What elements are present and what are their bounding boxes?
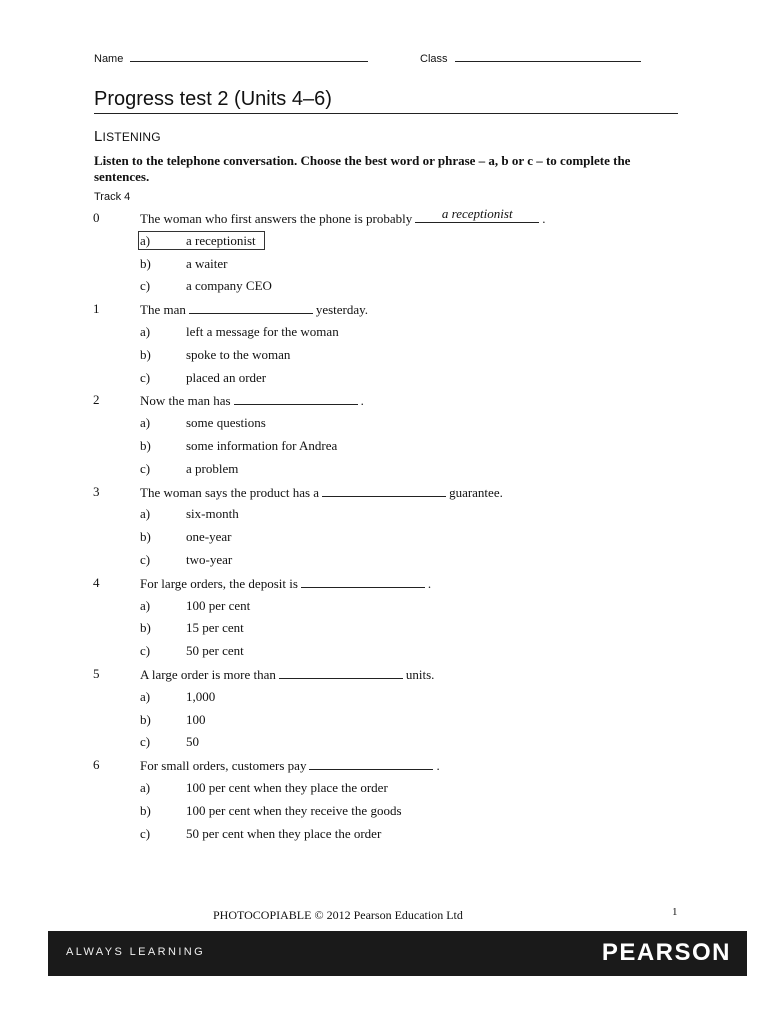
- question-stem: [140, 301, 368, 318]
- answer-blank[interactable]: [234, 392, 358, 405]
- option-row[interactable]: [0, 346, 770, 369]
- question-list: [0, 206, 770, 847]
- question-row: [0, 391, 770, 414]
- option-row[interactable]: [0, 414, 770, 437]
- option-letter: a): [140, 323, 151, 339]
- option-row[interactable]: [0, 437, 770, 460]
- question-number: 3: [93, 483, 100, 499]
- option-row[interactable]: [0, 733, 770, 756]
- question-text-after: yesterday.: [315, 302, 369, 318]
- option-row[interactable]: [0, 255, 770, 278]
- option-row[interactable]: [0, 711, 770, 734]
- copyright-notice: PHOTOCOPIABLE © 2012 Pearson Education Ltd: [213, 908, 463, 922]
- option-letter: c): [140, 825, 151, 841]
- option-text: 50 per cent: [186, 643, 244, 659]
- option-text: some information for Andrea: [186, 437, 338, 453]
- page-number: 1: [672, 906, 678, 918]
- option-letter: c): [140, 278, 151, 294]
- option-text: one-year: [186, 529, 232, 545]
- option-text: left a message for the woman: [186, 323, 339, 339]
- class-input-line[interactable]: [455, 50, 641, 62]
- question-text-after: .: [427, 575, 432, 591]
- option-text: 50: [186, 734, 199, 750]
- answer-blank[interactable]: [279, 666, 403, 679]
- question-stem: [140, 206, 546, 227]
- option-text: 100 per cent: [186, 597, 251, 613]
- question-number: 2: [93, 392, 100, 408]
- option-text: 100 per cent when they receive the goods: [186, 802, 402, 818]
- question-stem: [140, 575, 431, 592]
- question-number: 1: [93, 301, 100, 317]
- option-row[interactable]: [0, 688, 770, 711]
- question-row: [0, 665, 770, 688]
- answer-blank[interactable]: [189, 301, 313, 314]
- option-row[interactable]: [0, 369, 770, 392]
- name-field[interactable]: [94, 50, 368, 65]
- option-letter: a): [140, 506, 151, 522]
- question-text-after: .: [360, 393, 364, 409]
- question-row: [0, 483, 770, 506]
- option-row[interactable]: [0, 505, 770, 528]
- question-row: [0, 574, 770, 597]
- option-letter: c): [140, 643, 151, 659]
- option-text: six-month: [186, 506, 239, 522]
- question-text: For large orders, the deposit is: [140, 575, 298, 591]
- option-letter: a): [140, 779, 151, 795]
- option-row[interactable]: [0, 825, 770, 848]
- option-row[interactable]: [0, 642, 770, 665]
- question-row: [0, 300, 770, 323]
- option-letter: b): [140, 255, 151, 271]
- section-heading: [94, 128, 161, 145]
- question-stem: [140, 757, 440, 774]
- answer-blank[interactable]: [322, 484, 446, 497]
- question-stem: [140, 392, 364, 409]
- option-letter: c): [140, 551, 151, 567]
- option-text: 100 per cent when they place the order: [186, 779, 388, 795]
- question-text-after: .: [542, 211, 546, 226]
- option-text: a waiter: [186, 255, 228, 271]
- question-stem: [140, 484, 503, 501]
- option-letter: b): [140, 437, 151, 453]
- question-stem: [140, 666, 434, 683]
- option-letter: b): [140, 620, 151, 636]
- option-text: some questions: [186, 415, 266, 431]
- question-text: The man: [140, 302, 186, 318]
- option-letter: b): [140, 346, 151, 362]
- section-heading-initial: L: [94, 128, 103, 145]
- name-input-line[interactable]: [130, 50, 368, 62]
- page-title: Progress test 2 (Units 4–6): [94, 86, 678, 114]
- footer-banner: [48, 931, 747, 976]
- option-text: a problem: [186, 460, 239, 476]
- question-row: [0, 756, 770, 779]
- question-number: 4: [93, 574, 100, 590]
- question-number: 6: [93, 757, 100, 773]
- option-letter: b): [140, 711, 151, 727]
- option-letter: a): [140, 688, 151, 704]
- option-text: a receptionist: [186, 232, 256, 248]
- option-text: 50 per cent when they place the order: [186, 825, 382, 841]
- option-row[interactable]: [0, 619, 770, 642]
- banner-tagline: ALWAYS LEARNING: [66, 946, 206, 958]
- example-answer: a receptionist: [441, 206, 513, 221]
- option-letter: a): [140, 415, 151, 431]
- class-label: Class: [420, 53, 448, 65]
- option-row[interactable]: [0, 802, 770, 825]
- question-number: 0: [93, 210, 100, 225]
- option-text: two-year: [186, 551, 233, 567]
- option-letter: c): [140, 734, 151, 750]
- answer-blank[interactable]: [309, 757, 433, 770]
- question-text-after: guarantee.: [449, 484, 503, 500]
- question-text: The woman who first answers the phone is probably: [140, 211, 413, 226]
- option-letter: b): [140, 529, 151, 545]
- option-row[interactable]: [0, 779, 770, 802]
- option-text: spoke to the woman: [186, 346, 291, 362]
- instructions: Listen to the telephone conversation. Choose the best word or phrase – a, b or c – to complete the sentences.: [94, 153, 631, 184]
- option-text: 1,000: [186, 688, 216, 704]
- option-row[interactable]: [0, 551, 770, 574]
- section-heading-rest: ISTENING: [102, 130, 161, 144]
- answer-blank[interactable]: [415, 206, 539, 223]
- question-text: Now the man has: [140, 393, 231, 409]
- option-row[interactable]: [0, 277, 770, 300]
- answer-blank[interactable]: [301, 575, 425, 588]
- publisher-logo: PEARSON: [601, 939, 731, 966]
- option-text: 100: [186, 711, 206, 727]
- class-field[interactable]: [420, 50, 641, 65]
- option-text: a company CEO: [186, 278, 272, 294]
- option-text: 15 per cent: [186, 620, 244, 636]
- option-letter: a): [140, 232, 151, 248]
- question-text-after: units.: [405, 666, 435, 682]
- option-letter: a): [140, 597, 151, 613]
- option-letter: c): [140, 369, 151, 385]
- option-row[interactable]: [0, 528, 770, 551]
- question-text: The woman says the product has a: [140, 484, 320, 500]
- option-text: placed an order: [186, 369, 267, 385]
- name-label: Name: [94, 53, 124, 65]
- question-text: For small orders, customers pay: [140, 758, 307, 774]
- question-text-after: .: [436, 758, 440, 774]
- option-row[interactable]: [0, 323, 770, 346]
- option-row[interactable]: [0, 460, 770, 483]
- option-row[interactable]: [0, 597, 770, 620]
- option-row[interactable]: [0, 232, 770, 255]
- track-label: Track 4: [94, 191, 131, 203]
- question-text: A large order is more than: [140, 666, 276, 682]
- option-letter: b): [140, 802, 151, 818]
- question-row: [0, 206, 770, 232]
- option-letter: c): [140, 460, 151, 476]
- question-number: 5: [93, 665, 100, 681]
